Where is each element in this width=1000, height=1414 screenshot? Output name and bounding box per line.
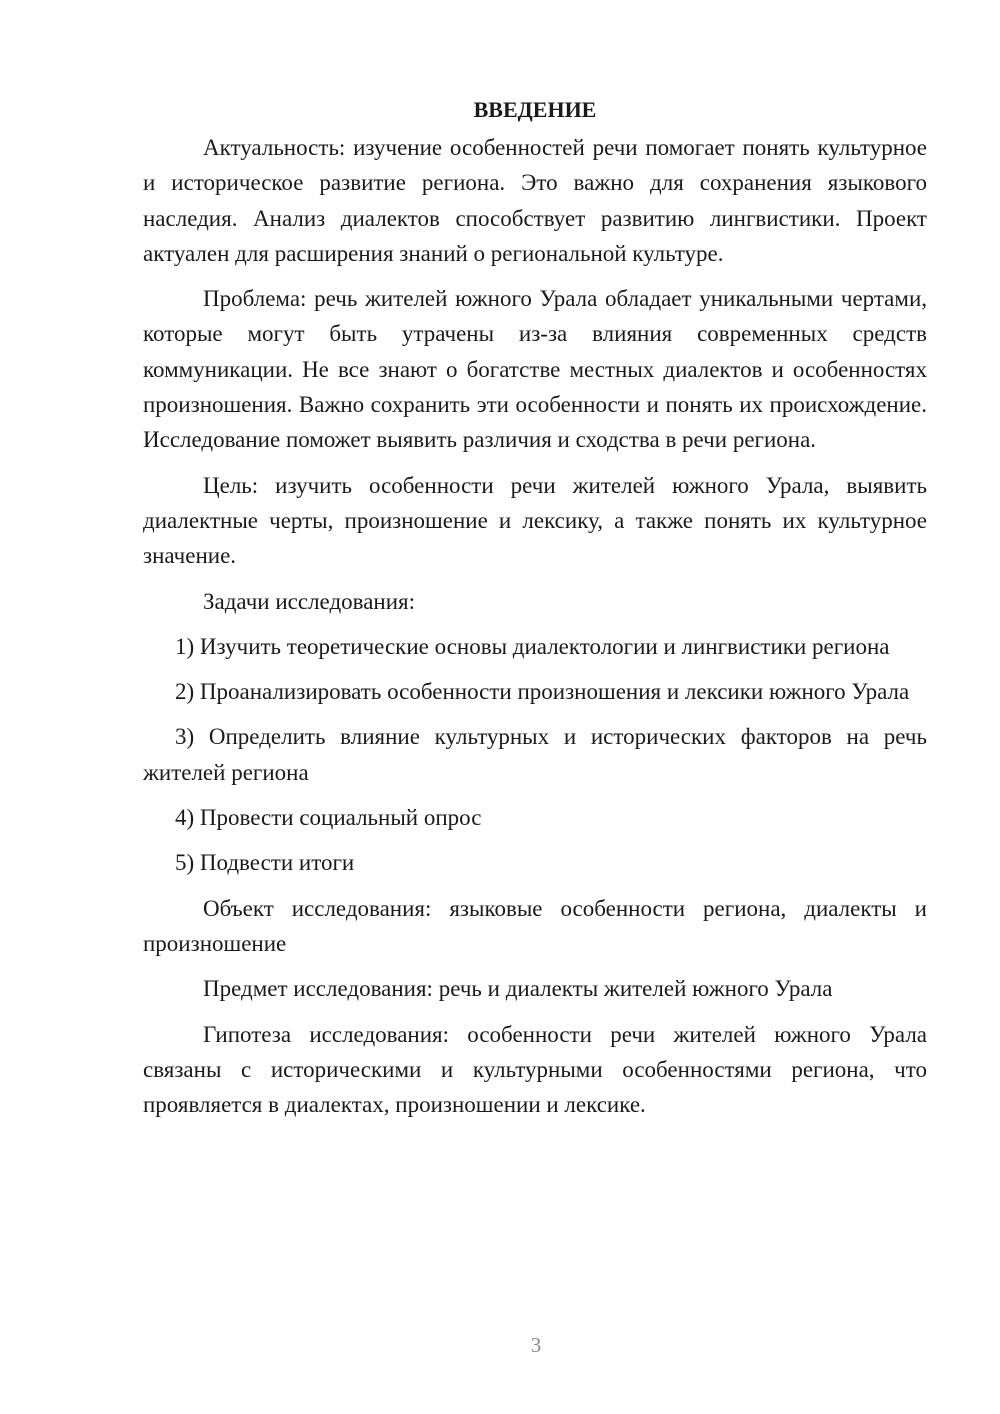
task-item: 3) Определить влияние культурных и исторических факторов на речь жителей региона [143, 724, 927, 785]
problem-paragraph: Проблема: речь жителей южного Урала обладает уникальными чертами, которые могут быть утрачены из-за влияния современных средств коммуникации. Не все знают о богатстве местных диалектов и особенностях произношения. Важно сохранить эти особенности и понять их происхождение. Исследование поможет выявить различия и сходства в речи региона. [143, 286, 927, 453]
task-item: 2) Проанализировать особенности произношения и лексики южного Урала [175, 679, 910, 705]
page-content [143, 92, 927, 1122]
subject-paragraph: Предмет исследования: речь и диалекты жителей южного Урала [203, 976, 833, 1002]
task-item: 1) Изучить теоретические основы диалектологии и лингвистики региона [175, 633, 890, 659]
page-title: ВВЕДЕНИЕ [473, 97, 597, 122]
object-paragraph: Объект исследования: языковые особенности региона, диалекты и произношение [143, 895, 927, 956]
page-number: 3 [530, 1333, 542, 1357]
task-item: 4) Провести социальный опрос [175, 805, 482, 831]
tasks-list [143, 629, 927, 881]
tasks-heading: Задачи исследования: [203, 588, 416, 614]
goal-paragraph: Цель: изучить особенности речи жителей южного Урала, выявить диалектные черты, произношение и лексику, а также понять их культурное значение. [143, 472, 927, 569]
task-item: 5) Подвести итоги [175, 850, 355, 876]
hypothesis-paragraph: Гипотеза исследования: особенности речи жителей южного Урала связаны с историческими и культурными особенностями региона, что проявляется в диалектах, произношении и лексике. [143, 1021, 927, 1118]
relevance-paragraph: Актуальность: изучение особенностей речи помогает понять культурное и историческое развитие региона. Это важно для сохранения языкового наследия. Анализ диалектов способствует развитию лингвистики. Проект актуален для расширения знаний о региональной культуре. [143, 135, 927, 266]
